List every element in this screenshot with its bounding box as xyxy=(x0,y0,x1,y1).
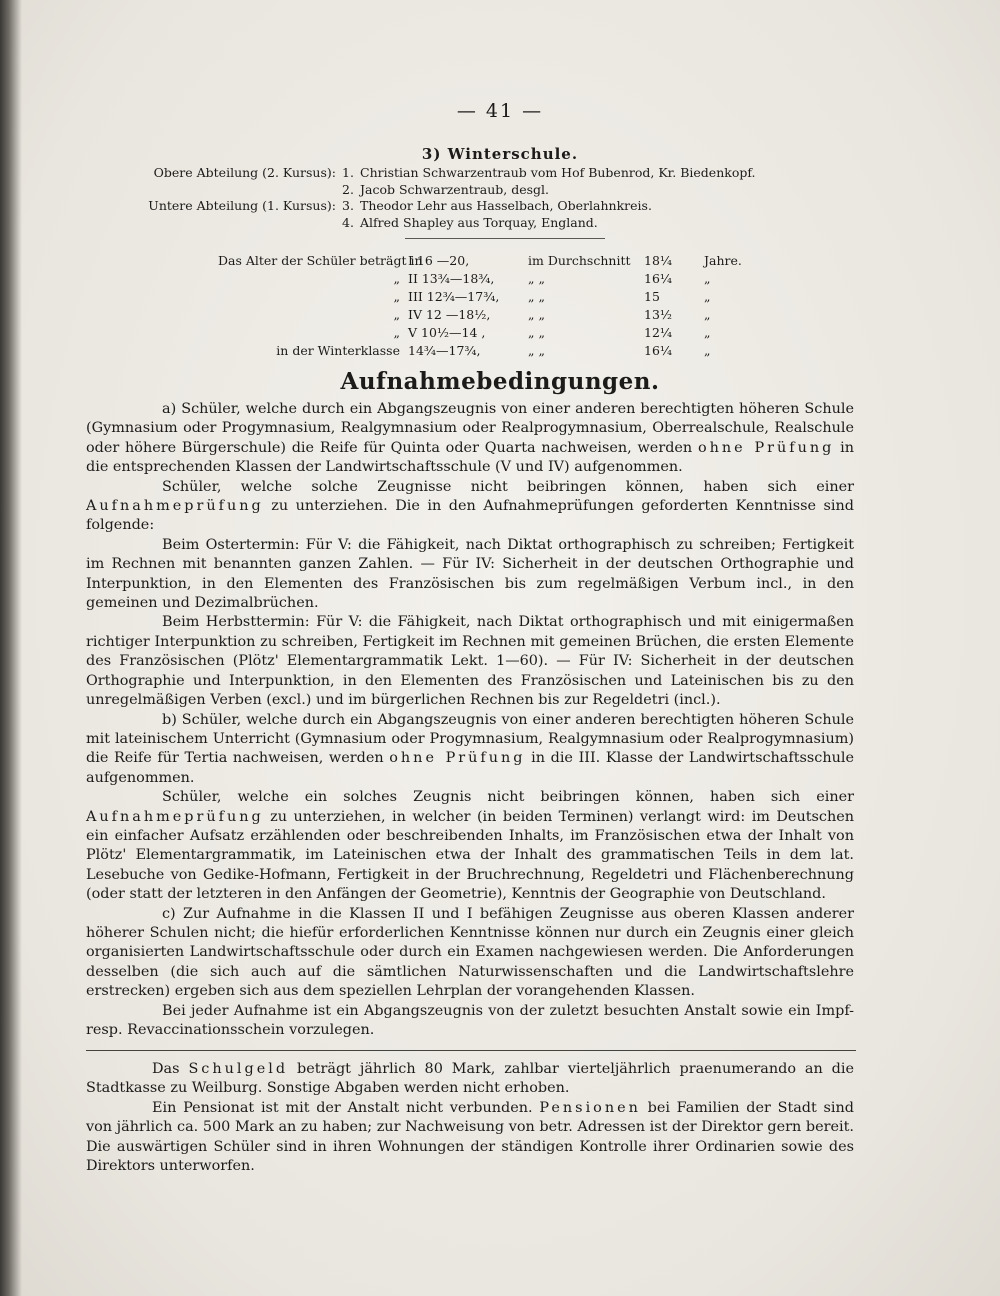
age-unit: Jahre. xyxy=(704,253,742,268)
roster-student: Jacob Schwarzentraub, desgl. xyxy=(360,181,549,197)
age-range: IV 12 —18½, xyxy=(408,307,491,322)
age-average: 16¼ xyxy=(644,343,673,358)
fees-section xyxy=(86,1060,854,1176)
age-range: V 10½—14 , xyxy=(408,325,486,340)
paragraph: c) Zur Aufnahme in die Klassen II und I befähigen Zeugnisse aus oberen Klassen anderer höherer Schulen nicht; die hiefür erforderlichen Kenntnisse können nur durch ein Zeugnis einer gleich organisierten Landwirtschaftsschule oder durch ein Examen nachgewiesen werden. Die Anforderungen desselben (die sich auch auf die sämtlichen Naturwissenschaften und die Landwirtschaftslehre erstrecken) ergeben sich aus dem speziellen Lehrplan der vorangehenden Klassen. xyxy=(86,905,854,1000)
paragraph: Beim Ostertermin: Für V: die Fähigkeit, nach Diktat orthographisch zu schreiben; Fertigkeit im Rechnen mit benannten ganzen Zahlen. — Für IV: Sicherheit in der deutschen Orthographie und Interpunktion, in den Elementen des Französischen bis zum regelmäßigen Verbum incl., in den gemeinen und Dezimalbrüchen. xyxy=(86,536,854,612)
paragraph xyxy=(86,478,854,536)
age-average: 16¼ xyxy=(644,271,673,286)
emphasis: ohne Prüfung xyxy=(697,439,835,456)
roster-number: 1. xyxy=(342,165,354,180)
section-heading: Aufnahmebedingungen. xyxy=(340,368,660,395)
page-number: — 41 — xyxy=(456,100,544,122)
divider-full xyxy=(86,1050,856,1051)
age-table xyxy=(218,252,778,360)
age-unit: „ xyxy=(704,289,711,304)
age-label: „ xyxy=(393,289,400,304)
age-average: 13½ xyxy=(644,307,673,322)
roster-student: Alfred Shapley aus Torquay, England. xyxy=(360,214,598,230)
age-average-label: im Durchschnitt xyxy=(528,253,631,268)
paragraph: Beim Herbsttermin: Für V: die Fähigkeit, nach Diktat orthographisch und mit einigermaßen richtiger Interpunktion zu schreiben, Fertigkeit im Rechnen mit gemeinen Brüchen, die ersten Elemente des Französischen (Plötz' Elementargrammatik Lekt. 1—60). — Für IV: Sicherheit in der deutschen Orthographie und Interpunktion, in den Elementen des Französischen und Lateinischen bis zu den unregelmäßigen Verben (excl.) und im bürgerlichen Rechnen bis zur Regeldetri (incl.). xyxy=(86,614,854,709)
text: b) Schüler, welche durch ein Abgangszeugnis von einer anderen berechtigten höheren Schule mit lateinischem Unterricht (Gymnasium oder Progymnasium, Realgymnasium oder Realprogymnasium) die Reife für Tertia nachweisen, werden xyxy=(86,711,854,767)
age-average: 18¼ xyxy=(644,253,673,268)
age-average-label: „ „ xyxy=(528,343,545,358)
text: beträgt jährlich 80 Mark, zahlbar vierteljährlich praenumerando an die Stadtkasse zu Weilburg. Sonstige Abgaben werden nicht erhoben. xyxy=(86,1061,855,1097)
paragraph xyxy=(86,711,854,789)
age-average-label: „ „ xyxy=(528,307,545,322)
emphasis: Pensionen xyxy=(539,1099,641,1116)
age-label: „ xyxy=(393,325,400,340)
age-average-label: „ „ xyxy=(528,325,545,340)
age-unit: „ xyxy=(704,343,711,358)
roster-row xyxy=(90,215,890,232)
age-label: Das Alter der Schüler beträgt in xyxy=(218,253,423,268)
text: in die entsprechenden Klassen der Landwirtschaftsschule (V und IV) aufgenommen. xyxy=(86,439,854,476)
paragraph xyxy=(86,400,854,478)
age-unit: „ xyxy=(704,307,711,322)
age-average: 12¼ xyxy=(644,325,673,340)
paragraph: Bei jeder Aufnahme ist ein Abgangszeugnis von der zuletzt besuchten Anstalt sowie ein Impf- resp. Revaccinationsschein vorzulegen. xyxy=(86,1002,854,1038)
emphasis: Schulgeld xyxy=(188,1061,289,1077)
age-row xyxy=(218,288,778,306)
age-average: 15 xyxy=(644,289,660,304)
text: Schüler, welche solche Zeugnisse nicht beibringen können, haben sich einer xyxy=(162,478,854,495)
age-average-label: „ „ xyxy=(528,289,545,304)
age-label: „ xyxy=(393,271,400,286)
text: zu unterziehen, in welcher (in beiden Terminen) verlangt wird: im Deutschen ein einfacher Aufsatz erzählenden oder beschreibenden Inhalts, im Französischen etwa der Inhalt von Plötz' Elementargrammatik, im Lateinischen etwa der Inhalt des grammatischen Teils in dem lat. Lesebuche von Gedike-Hofmann, Fertigkeit in der Bruchrechnung, Regeldetri und Flächenberechnung (oder statt der letzteren in den Anfängen der Geometrie), Kenntnis der Geographie von Deutschland. xyxy=(86,808,855,903)
roster-number: 3. xyxy=(342,198,354,213)
age-label: „ xyxy=(393,307,400,322)
age-range: I 16 —20, xyxy=(408,253,470,268)
roster-student: Theodor Lehr aus Hasselbach, Oberlahnkreis. xyxy=(360,198,652,213)
paragraph xyxy=(86,1099,854,1177)
emphasis: Aufnahmeprüfung xyxy=(86,498,264,515)
roster-number: 2. xyxy=(342,181,354,197)
text: Das xyxy=(152,1061,180,1077)
student-roster xyxy=(90,165,890,231)
page-binding-shadow xyxy=(0,0,22,1296)
text: bei Familien der Stadt sind von jährlich ca. 500 Mark an zu haben; zur Nachweisung von betr. Adressen ist der Direktor gern bereit. Die auswärtigen Schüler sind in ihren Wohnungen der ständigen Kontrolle ihrer Ordinarien sowie des Direktors unterworfen. xyxy=(86,1099,854,1175)
age-range: 14¾—17¾, xyxy=(408,343,481,358)
age-range: III 12¾—17¾, xyxy=(408,289,500,304)
text: in die III. Klasse der Landwirtschaftsschule aufgenommen. xyxy=(86,750,854,786)
age-row xyxy=(218,324,778,342)
age-range: II 13¾—18¾, xyxy=(408,271,495,286)
admission-conditions xyxy=(86,400,854,1040)
age-row xyxy=(218,270,778,288)
section-title: 3) Winterschule. xyxy=(421,145,579,163)
text: a) Schüler, welche durch ein Abgangszeugnis von einer anderen berechtigten höheren Schule (Gymnasium oder Progymnasium, Realgymnasium oder Realprogymnasium, Oberrealschule, Realschule oder höhere Bürgerschule) die Reife für Quinta oder Quarta nachweisen, werden xyxy=(86,401,854,456)
roster-group: Obere Abteilung (2. Kursus): xyxy=(153,165,336,180)
age-row xyxy=(218,252,778,270)
age-unit: „ xyxy=(704,271,711,286)
age-average-label: „ „ xyxy=(528,271,545,286)
age-row xyxy=(218,306,778,324)
roster-row xyxy=(90,198,890,215)
divider-short xyxy=(405,238,605,239)
roster-number: 4. xyxy=(342,214,354,230)
roster-row xyxy=(90,182,890,199)
text: Schüler, welche ein solches Zeugnis nicht beibringen können, haben sich einer xyxy=(162,789,854,806)
paragraph xyxy=(86,788,854,904)
emphasis: ohne Prüfung xyxy=(389,750,526,767)
roster-student: Christian Schwarzentraub vom Hof Bubenrod, Kr. Biedenkopf. xyxy=(360,165,756,180)
age-unit: „ xyxy=(704,325,711,340)
roster-group xyxy=(90,215,342,232)
emphasis: Aufnahmeprüfung xyxy=(86,808,264,825)
roster-group xyxy=(90,182,342,199)
text: Ein Pensionat ist mit der Anstalt nicht verbunden. xyxy=(152,1099,533,1116)
roster-group: Untere Abteilung (1. Kursus): xyxy=(148,198,336,213)
roster-row xyxy=(90,165,890,182)
text: zu unterziehen. Die in den Aufnahmeprüfungen geforderten Kenntnisse sind folgende: xyxy=(86,498,855,534)
age-row xyxy=(218,342,778,360)
paragraph xyxy=(86,1060,854,1099)
age-label: in der Winterklasse xyxy=(276,343,400,358)
